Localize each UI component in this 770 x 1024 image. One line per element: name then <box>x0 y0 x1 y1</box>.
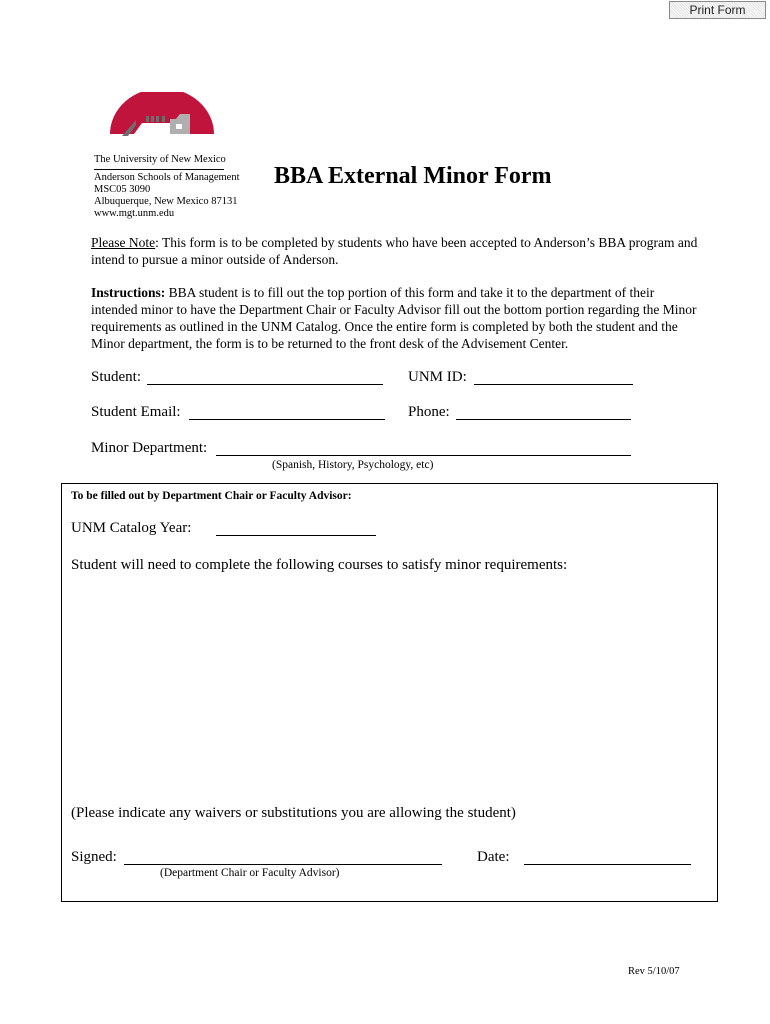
student-name-field[interactable] <box>147 384 383 385</box>
advisor-section-heading: To be filled out by Department Chair or Faculty Advisor: <box>71 490 352 502</box>
print-form-button[interactable]: Print Form <box>669 1 766 19</box>
minor-department-hint: (Spanish, History, Psychology, etc) <box>272 459 434 471</box>
address-line: Anderson Schools of Management <box>94 172 240 183</box>
please-note-text: : This form is to be completed by students who have been accepted to Anderson’s BBA program and intend to pursue a minor outside of Anderson. <box>91 235 698 267</box>
instructions-label: Instructions: <box>91 285 166 300</box>
courses-entry-area[interactable] <box>71 582 701 797</box>
courses-instruction: Student will need to complete the following courses to satisfy minor requirements: <box>71 557 568 573</box>
unm-anderson-logo <box>106 92 218 150</box>
catalog-year-label: UNM Catalog Year: <box>71 520 192 536</box>
student-label: Student: <box>91 369 142 385</box>
signed-label: Signed: <box>71 849 117 865</box>
revision-date: Rev 5/10/07 <box>628 966 680 977</box>
form-title: BBA External Minor Form <box>274 163 552 189</box>
instructions-text: BBA student is to fill out the top portion of this form and take it to the department of their intended minor to have the Department Chair or Faculty Advisor fill out the bottom portion regarding the Minor requirements as outlined in the UNM Catalog. Once the entire form is completed by both the student and the Minor department, the form is to be returned to the front desk of the Advisement Center. <box>91 285 697 351</box>
signature-hint: (Department Chair or Faculty Advisor) <box>160 867 340 879</box>
student-email-field[interactable] <box>189 419 385 420</box>
phone-field[interactable] <box>456 419 631 420</box>
date-label: Date: <box>477 849 510 865</box>
please-note-paragraph <box>91 234 701 268</box>
catalog-year-field[interactable] <box>216 535 376 536</box>
unm-id-field[interactable] <box>474 384 633 385</box>
minor-department-label: Minor Department: <box>91 440 208 456</box>
phone-label: Phone: <box>408 404 450 420</box>
instructions-paragraph <box>91 284 701 352</box>
address-divider <box>94 169 224 170</box>
school-address <box>94 154 240 220</box>
student-email-label: Student Email: <box>91 404 181 420</box>
address-line: Albuquerque, New Mexico 87131 <box>94 196 238 207</box>
date-field[interactable] <box>524 864 691 865</box>
unm-id-label: UNM ID: <box>408 369 467 385</box>
address-line: www.mgt.unm.edu <box>94 208 175 219</box>
waivers-instruction: (Please indicate any waivers or substitutions you are allowing the student) <box>71 805 516 821</box>
minor-department-field[interactable] <box>216 455 631 456</box>
please-note-label: Please Note <box>91 235 156 250</box>
signature-field[interactable] <box>124 864 442 865</box>
address-line: The University of New Mexico <box>94 154 226 165</box>
address-line: MSC05 3090 <box>94 184 151 195</box>
